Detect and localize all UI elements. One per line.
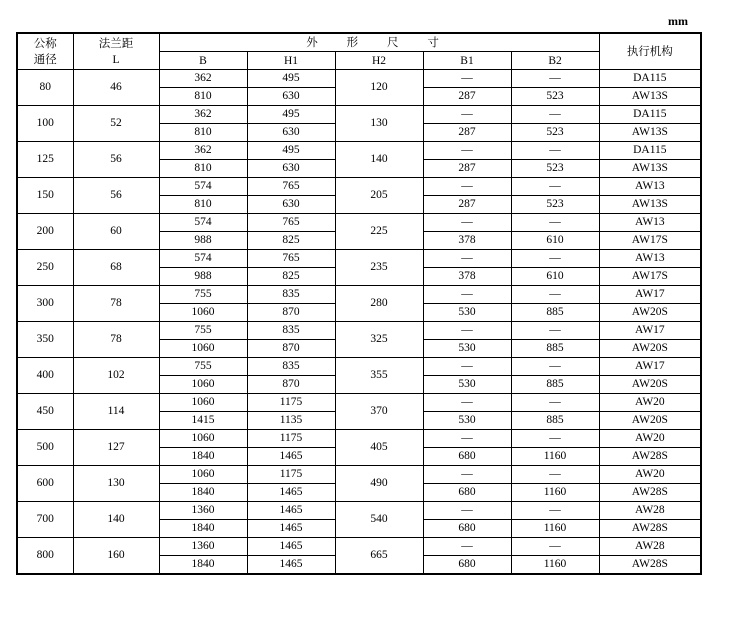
cell-b1: 530: [423, 340, 511, 358]
cell-h1: 825: [247, 232, 335, 250]
cell-b: 1840: [159, 556, 247, 575]
cell-b: 755: [159, 358, 247, 376]
cell-h1: 870: [247, 340, 335, 358]
cell-flange-distance: 78: [73, 286, 159, 322]
cell-actuator: AW20: [599, 430, 701, 448]
cell-nominal-diameter: 125: [17, 142, 73, 178]
header-flange-distance: [73, 33, 159, 70]
cell-b2: 1160: [511, 448, 599, 466]
cell-b2: 885: [511, 412, 599, 430]
header-row-main: [17, 33, 701, 52]
cell-b2: —: [511, 538, 599, 556]
cell-b: 1060: [159, 430, 247, 448]
cell-h1: 765: [247, 178, 335, 196]
cell-b2: —: [511, 394, 599, 412]
table-row: [17, 466, 701, 484]
header-b1: B1: [423, 52, 511, 70]
cell-h2: 405: [335, 430, 423, 466]
cell-nominal-diameter: 600: [17, 466, 73, 502]
cell-nominal-diameter: 300: [17, 286, 73, 322]
cell-nominal-diameter: 250: [17, 250, 73, 286]
cell-nominal-diameter: 800: [17, 538, 73, 575]
cell-flange-distance: 130: [73, 466, 159, 502]
table-row: [17, 178, 701, 196]
header-b: B: [159, 52, 247, 70]
cell-h1: 1175: [247, 466, 335, 484]
cell-b1: —: [423, 106, 511, 124]
cell-b2: —: [511, 214, 599, 232]
table-row: [17, 430, 701, 448]
table-body: [17, 70, 701, 575]
cell-b1: 530: [423, 412, 511, 430]
cell-b2: —: [511, 250, 599, 268]
table-row: [17, 502, 701, 520]
cell-b1: —: [423, 142, 511, 160]
cell-h1: 1175: [247, 394, 335, 412]
dimension-table: [16, 32, 702, 575]
cell-b2: 523: [511, 160, 599, 178]
cell-actuator: AW20: [599, 466, 701, 484]
cell-b2: —: [511, 142, 599, 160]
cell-actuator: AW17S: [599, 268, 701, 286]
cell-actuator: AW28S: [599, 484, 701, 502]
cell-b2: —: [511, 430, 599, 448]
cell-b1: 287: [423, 196, 511, 214]
cell-b: 362: [159, 106, 247, 124]
cell-b: 1840: [159, 520, 247, 538]
header-h2: H2: [335, 52, 423, 70]
cell-actuator: AW17: [599, 322, 701, 340]
cell-flange-distance: 68: [73, 250, 159, 286]
header-nominal-diameter: [17, 33, 73, 70]
header-flange-distance-line2: L: [112, 53, 120, 66]
unit-label: mm: [668, 14, 688, 28]
cell-actuator: AW13: [599, 214, 701, 232]
cell-nominal-diameter: 350: [17, 322, 73, 358]
cell-h2: 540: [335, 502, 423, 538]
cell-nominal-diameter: 450: [17, 394, 73, 430]
cell-h1: 1465: [247, 502, 335, 520]
cell-h1: 870: [247, 376, 335, 394]
cell-h2: 235: [335, 250, 423, 286]
cell-b1: 680: [423, 448, 511, 466]
header-nominal-diameter-line2: 通径: [33, 53, 57, 66]
header-flange-distance-line1: 法兰距: [98, 37, 134, 50]
cell-actuator: AW13S: [599, 196, 701, 214]
cell-b1: —: [423, 286, 511, 304]
cell-h1: 1465: [247, 538, 335, 556]
cell-actuator: AW28: [599, 502, 701, 520]
table-row: [17, 358, 701, 376]
cell-b1: —: [423, 538, 511, 556]
cell-actuator: AW17: [599, 358, 701, 376]
cell-h2: 130: [335, 106, 423, 142]
cell-actuator: AW28S: [599, 448, 701, 466]
cell-b: 574: [159, 178, 247, 196]
cell-b: 1415: [159, 412, 247, 430]
cell-actuator: AW13S: [599, 124, 701, 142]
cell-b: 810: [159, 196, 247, 214]
cell-b: 755: [159, 286, 247, 304]
cell-actuator: AW13S: [599, 88, 701, 106]
cell-actuator: AW17S: [599, 232, 701, 250]
cell-b1: 530: [423, 376, 511, 394]
cell-b: 1840: [159, 484, 247, 502]
table-row: [17, 70, 701, 88]
cell-b1: —: [423, 358, 511, 376]
cell-h1: 1465: [247, 556, 335, 575]
cell-h2: 325: [335, 322, 423, 358]
cell-b: 810: [159, 160, 247, 178]
cell-b: 1360: [159, 502, 247, 520]
cell-b1: —: [423, 430, 511, 448]
cell-h1: 835: [247, 358, 335, 376]
cell-h2: 355: [335, 358, 423, 394]
cell-actuator: AW13S: [599, 160, 701, 178]
cell-actuator: AW28: [599, 538, 701, 556]
cell-b: 1360: [159, 538, 247, 556]
cell-h1: 1465: [247, 484, 335, 502]
cell-b2: 523: [511, 88, 599, 106]
cell-flange-distance: 140: [73, 502, 159, 538]
cell-h1: 495: [247, 142, 335, 160]
cell-b: 1060: [159, 466, 247, 484]
cell-h1: 630: [247, 196, 335, 214]
cell-b: 1060: [159, 394, 247, 412]
cell-actuator: AW20S: [599, 340, 701, 358]
cell-h1: 825: [247, 268, 335, 286]
cell-flange-distance: 52: [73, 106, 159, 142]
cell-b1: —: [423, 322, 511, 340]
cell-h2: 490: [335, 466, 423, 502]
cell-b: 574: [159, 214, 247, 232]
table-row: [17, 394, 701, 412]
cell-h1: 1465: [247, 520, 335, 538]
cell-actuator: AW20: [599, 394, 701, 412]
table-row: [17, 106, 701, 124]
cell-b1: 530: [423, 304, 511, 322]
cell-b2: —: [511, 106, 599, 124]
table-row: [17, 250, 701, 268]
cell-h2: 205: [335, 178, 423, 214]
cell-nominal-diameter: 100: [17, 106, 73, 142]
cell-h1: 835: [247, 322, 335, 340]
cell-b1: 287: [423, 88, 511, 106]
cell-h1: 765: [247, 214, 335, 232]
cell-h1: 1175: [247, 430, 335, 448]
cell-actuator: AW28S: [599, 520, 701, 538]
cell-flange-distance: 60: [73, 214, 159, 250]
cell-b: 1060: [159, 376, 247, 394]
cell-nominal-diameter: 700: [17, 502, 73, 538]
header-h1: H1: [247, 52, 335, 70]
cell-b2: 885: [511, 304, 599, 322]
cell-b: 810: [159, 124, 247, 142]
header-actuator: 执行机构: [599, 33, 701, 70]
cell-b1: 378: [423, 232, 511, 250]
cell-b2: 885: [511, 340, 599, 358]
cell-b2: 610: [511, 268, 599, 286]
cell-b2: 523: [511, 196, 599, 214]
cell-nominal-diameter: 200: [17, 214, 73, 250]
cell-b2: 1160: [511, 556, 599, 575]
cell-h1: 495: [247, 106, 335, 124]
cell-b1: 287: [423, 124, 511, 142]
cell-b1: —: [423, 394, 511, 412]
cell-b2: 523: [511, 124, 599, 142]
cell-flange-distance: 160: [73, 538, 159, 575]
table-row: [17, 142, 701, 160]
cell-b1: 680: [423, 520, 511, 538]
cell-h1: 765: [247, 250, 335, 268]
table-row: [17, 322, 701, 340]
cell-b1: —: [423, 466, 511, 484]
cell-flange-distance: 102: [73, 358, 159, 394]
cell-flange-distance: 46: [73, 70, 159, 106]
cell-b1: 680: [423, 484, 511, 502]
cell-b: 1060: [159, 340, 247, 358]
cell-b2: —: [511, 502, 599, 520]
cell-flange-distance: 56: [73, 142, 159, 178]
cell-h1: 630: [247, 88, 335, 106]
cell-actuator: DA115: [599, 70, 701, 88]
cell-actuator: AW13: [599, 250, 701, 268]
cell-actuator: AW28S: [599, 556, 701, 575]
cell-b: 988: [159, 232, 247, 250]
cell-flange-distance: 78: [73, 322, 159, 358]
cell-nominal-diameter: 80: [17, 70, 73, 106]
cell-flange-distance: 56: [73, 178, 159, 214]
cell-b2: 1160: [511, 484, 599, 502]
cell-b2: —: [511, 358, 599, 376]
cell-b: 362: [159, 142, 247, 160]
cell-h2: 665: [335, 538, 423, 575]
cell-b2: —: [511, 322, 599, 340]
cell-h1: 1135: [247, 412, 335, 430]
cell-nominal-diameter: 400: [17, 358, 73, 394]
cell-actuator: AW17: [599, 286, 701, 304]
cell-b1: —: [423, 250, 511, 268]
cell-h1: 630: [247, 160, 335, 178]
cell-actuator: DA115: [599, 142, 701, 160]
cell-h1: 630: [247, 124, 335, 142]
cell-b1: —: [423, 502, 511, 520]
cell-b1: —: [423, 70, 511, 88]
cell-b: 362: [159, 70, 247, 88]
cell-actuator: AW13: [599, 178, 701, 196]
cell-actuator: AW20S: [599, 304, 701, 322]
cell-h2: 370: [335, 394, 423, 430]
cell-b2: —: [511, 178, 599, 196]
cell-nominal-diameter: 500: [17, 430, 73, 466]
cell-h2: 140: [335, 142, 423, 178]
cell-b2: 610: [511, 232, 599, 250]
header-overall-dimensions: 外 形 尺 寸: [159, 33, 599, 52]
header-b2: B2: [511, 52, 599, 70]
cell-b2: 885: [511, 376, 599, 394]
cell-h1: 1465: [247, 448, 335, 466]
cell-actuator: AW20S: [599, 376, 701, 394]
cell-b: 574: [159, 250, 247, 268]
cell-actuator: DA115: [599, 106, 701, 124]
cell-flange-distance: 127: [73, 430, 159, 466]
cell-b1: 287: [423, 160, 511, 178]
table-row: [17, 538, 701, 556]
cell-b1: —: [423, 214, 511, 232]
cell-actuator: AW20S: [599, 412, 701, 430]
table-row: [17, 286, 701, 304]
cell-b: 988: [159, 268, 247, 286]
cell-b: 755: [159, 322, 247, 340]
cell-b2: —: [511, 70, 599, 88]
cell-b1: 680: [423, 556, 511, 575]
cell-h2: 120: [335, 70, 423, 106]
cell-h2: 280: [335, 286, 423, 322]
table-row: [17, 214, 701, 232]
cell-h1: 835: [247, 286, 335, 304]
cell-b2: —: [511, 466, 599, 484]
cell-flange-distance: 114: [73, 394, 159, 430]
cell-h1: 870: [247, 304, 335, 322]
cell-h1: 495: [247, 70, 335, 88]
cell-b: 810: [159, 88, 247, 106]
cell-b: 1060: [159, 304, 247, 322]
cell-nominal-diameter: 150: [17, 178, 73, 214]
cell-b2: 1160: [511, 520, 599, 538]
cell-b2: —: [511, 286, 599, 304]
cell-b1: 378: [423, 268, 511, 286]
cell-b1: —: [423, 178, 511, 196]
cell-h2: 225: [335, 214, 423, 250]
header-nominal-diameter-line1: 公称: [33, 37, 57, 50]
cell-b: 1840: [159, 448, 247, 466]
